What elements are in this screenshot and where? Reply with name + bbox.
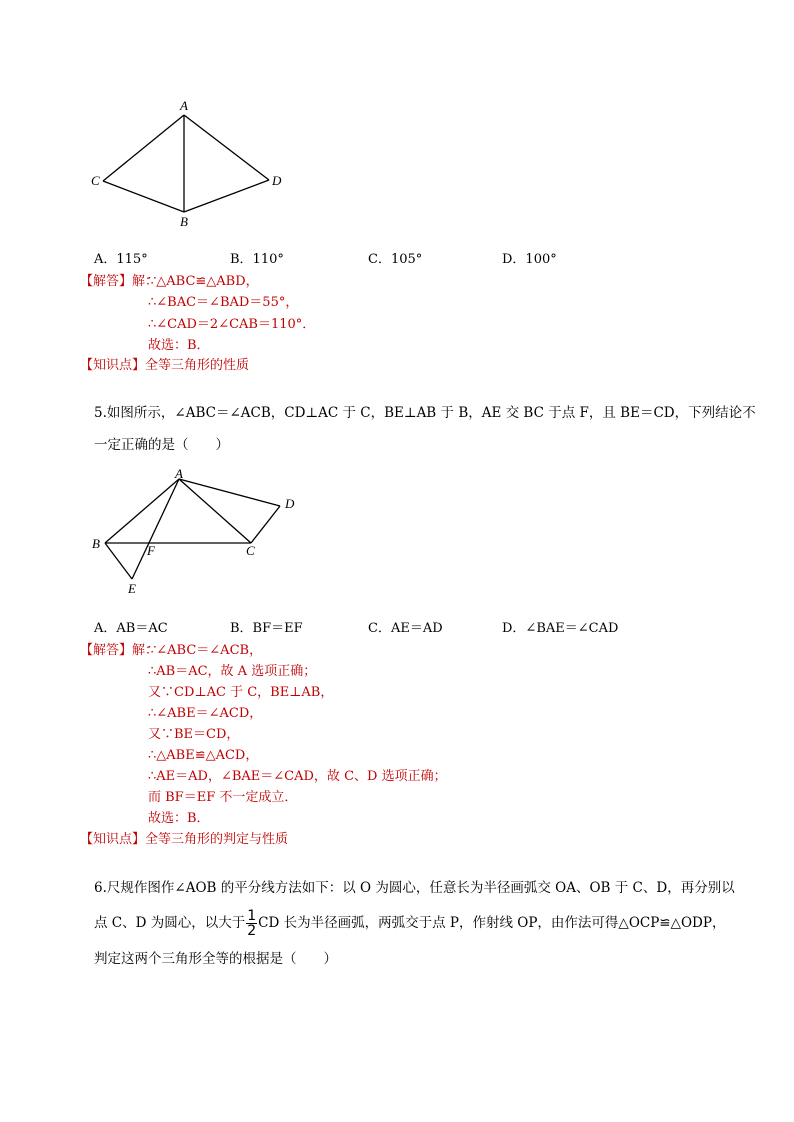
figure-kite-abcd — [88, 96, 288, 231]
q5-answer-line-9: 故选：B． — [148, 811, 210, 826]
q4-knowledge-text: 全等三角形的性质 — [145, 358, 250, 373]
q5-answer-line-2: ∴AB＝AC，故 A 选项正确； — [148, 664, 317, 679]
q4-knowledge-label: 【知识点】 — [80, 358, 146, 373]
vertex-label-a: A — [175, 466, 183, 481]
fraction-denominator: 2 — [247, 923, 257, 939]
q5-stem-line-2: 一定正确的是（ ） — [94, 437, 229, 453]
q5-stem-line-1: 5.如图所示，∠ABC＝∠ACB，CD⊥AC 于 C，BE⊥AB 于 B，AE 交 BC 于点 F，且 BE＝CD，下列结论不 — [94, 405, 756, 421]
q6-stem-line-2 — [94, 906, 725, 940]
q5-answer-line-1: ∵∠ABC＝∠ACB， — [148, 643, 263, 658]
vertex-label-d: D — [272, 173, 282, 188]
q4-answer-line-1: ∵△ABC≌△ABD， — [148, 274, 259, 289]
figure-triangles-abcdef — [88, 466, 308, 598]
vertex-label-e: E — [128, 581, 136, 596]
q6-stem-line-1: 6.尺规作图作∠AOB 的平分线方法如下：以 O 为圆心，任意长为半径画弧交 OA、OB 于 C、D，再分别以 — [94, 880, 735, 896]
q6-stem-line-2-pre: 点 C、D 为圆心，以大于 — [94, 915, 246, 931]
q4-option-d: D．100° — [502, 252, 557, 267]
q5-option-a: A．AB＝AC — [94, 621, 168, 636]
vertex-label-f: F — [147, 543, 155, 558]
q4-option-a: A．115° — [94, 252, 148, 267]
fraction-one-half — [246, 909, 257, 938]
q4-answer-line-3: ∴∠CAD＝2∠CAB＝110°． — [148, 317, 316, 332]
q5-option-b: B．BF＝EF — [230, 621, 303, 636]
q4-option-c: C．105° — [368, 252, 423, 267]
q4-answer-line-2: ∴∠BAC＝∠BAD＝55°， — [148, 295, 299, 310]
q5-knowledge-tag — [80, 832, 288, 848]
q5-option-d: D．∠BAE＝∠CAD — [502, 621, 619, 636]
vertex-label-c: C — [246, 543, 255, 558]
q4-option-b: B．110° — [230, 252, 284, 267]
vertex-label-b: B — [92, 536, 100, 551]
q5-answer-line-8: 而 BF＝EF 不一定成立． — [148, 790, 298, 805]
q5-answer-line-6: ∴△ABE≌△ACD， — [148, 748, 259, 763]
q4-answer-line-4: 故选：B． — [148, 338, 210, 353]
fraction-numerator: 1 — [247, 908, 257, 924]
q6-stem-line-2-post: CD 长为半径画弧，两弧交于点 P，作射线 OP，由作法可得△OCP≌△ODP， — [258, 915, 726, 931]
q5-answer-line-4: ∴∠ABE＝∠ACD， — [148, 706, 263, 721]
vertex-label-d: D — [285, 496, 295, 511]
q6-stem-line-3: 判定这两个三角形全等的根据是（ ） — [94, 951, 337, 967]
q5-answer-line-3: 又∵CD⊥AC 于 C，BE⊥AB， — [148, 685, 334, 700]
q5-option-c: C．AE＝AD — [368, 621, 443, 636]
q4-answer-tag: 【解答】解： — [80, 274, 159, 289]
vertex-label-c: C — [91, 173, 100, 188]
vertex-label-b: B — [180, 214, 188, 229]
vertex-label-a: A — [180, 98, 188, 113]
q5-knowledge-label: 【知识点】 — [80, 832, 146, 847]
q5-answer-line-5: 又∵BE＝CD， — [148, 727, 240, 742]
q5-knowledge-text: 全等三角形的判定与性质 — [145, 832, 289, 847]
q5-answer-tag: 【解答】解： — [80, 643, 159, 658]
q4-knowledge-tag — [80, 358, 249, 374]
q5-answer-line-7: ∴AE＝AD，∠BAE＝∠CAD，故 C、D 选项正确； — [148, 769, 447, 784]
